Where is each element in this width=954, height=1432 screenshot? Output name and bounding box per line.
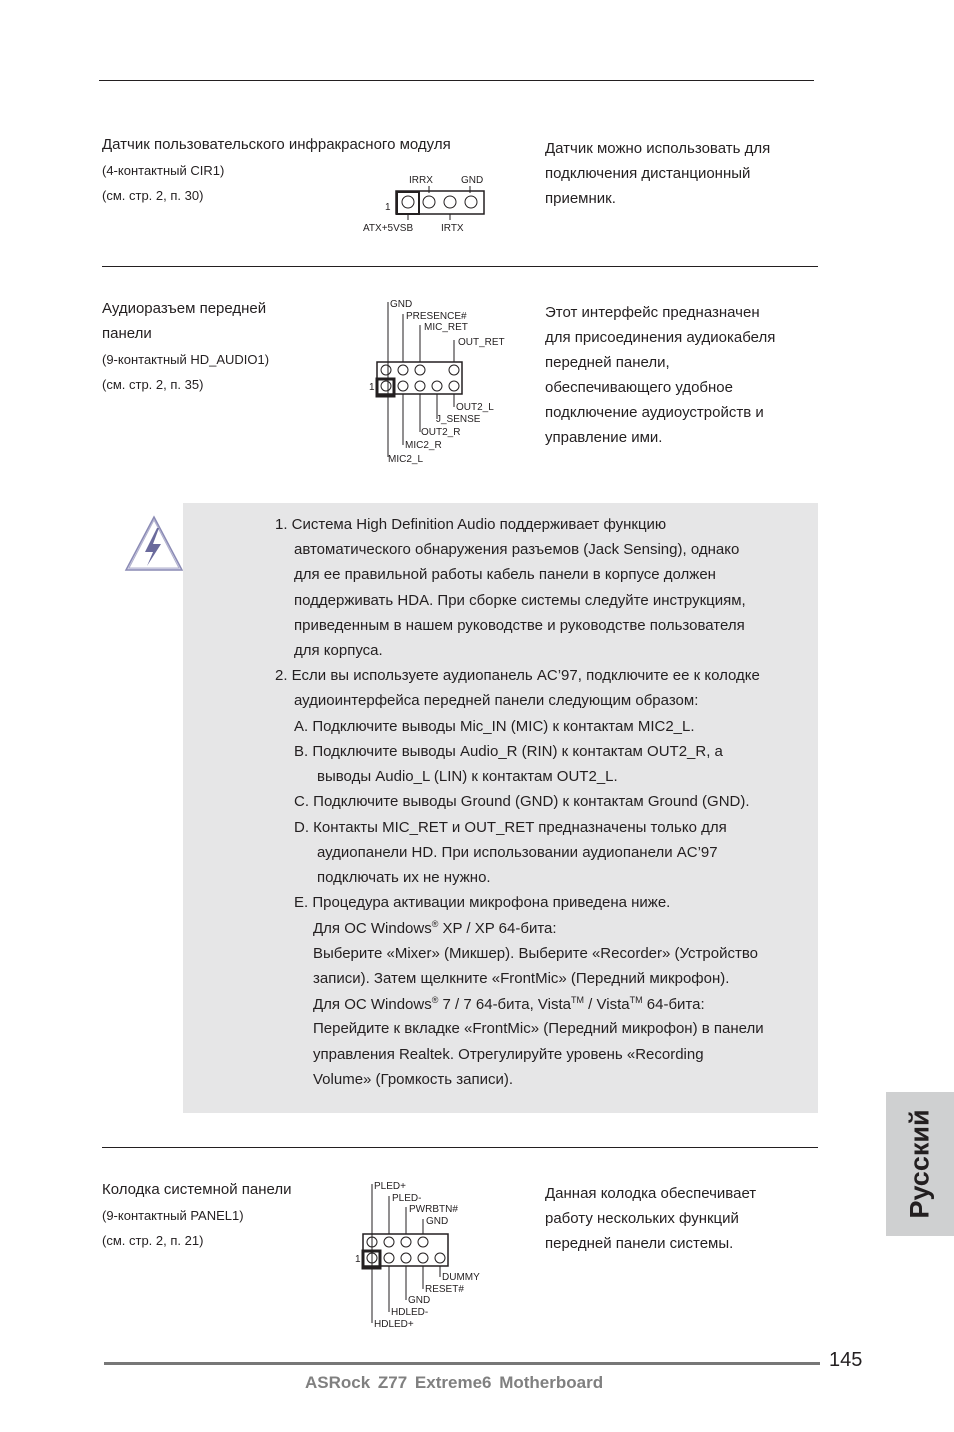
- panel-pin-label: PWRBTN#: [409, 1204, 458, 1215]
- note-line: приведенным в нашем руководстве и руководстве пользователя: [294, 617, 745, 634]
- panel-pin-label: HDLED-: [391, 1307, 429, 1318]
- cir-description-line: приемник.: [545, 190, 616, 207]
- panel-page-ref: (см. стр. 2, п. 21): [102, 1233, 204, 1248]
- panel-pin-label: PLED+: [374, 1181, 406, 1192]
- note-line: 1. Система High Definition Audio поддерживает функцию: [275, 516, 667, 533]
- hd-audio-pin-diagram: [366, 297, 506, 467]
- cir-pin-label: IRTX: [441, 223, 464, 234]
- panel-pin1-marker: 1: [355, 1254, 361, 1265]
- registered-mark: ®: [431, 995, 439, 1005]
- hd-audio-description-line: подключение аудиоустройств и: [545, 404, 764, 421]
- cir-subtitle: (4-контактный CIR1): [102, 163, 225, 178]
- language-tab-label: Русский: [904, 1109, 935, 1219]
- cir-page-ref: (см. стр. 2, п. 30): [102, 188, 204, 203]
- cir-description-line: подключения дистанционный: [545, 165, 751, 182]
- note-line: управления Realtek. Отрегулируйте уровень «Recording: [313, 1046, 704, 1063]
- note-line: подключать их не нужно.: [317, 869, 491, 886]
- note-line: аудиопанели HD. При использовании аудиопанели AC’97: [317, 844, 718, 861]
- hd-audio-page-ref: (см. стр. 2, п. 35): [102, 377, 204, 392]
- note-text: Для ОС Windows: [313, 920, 432, 937]
- warning-lightning-icon: [123, 514, 185, 574]
- note-line: выводы Audio_L (LIN) к контактам OUT2_L.: [317, 768, 618, 785]
- note-line: Выберите «Mixer» (Микшер). Выберите «Recorder» (Устройство: [313, 945, 758, 962]
- note-line: аудиоинтерфейса передней панели следующим образом:: [294, 692, 699, 709]
- section-divider: [102, 1147, 818, 1148]
- registered-mark: ®: [431, 919, 439, 929]
- hd-audio-pin-label: OUT2_L: [456, 402, 494, 413]
- hd-audio-pin-label: MIC2_L: [388, 454, 424, 465]
- trademark: TM: [571, 995, 584, 1005]
- hd-audio-description-line: передней панели,: [545, 354, 670, 371]
- panel-description-line: передней панели системы.: [545, 1235, 734, 1252]
- note-line: D. Контакты MIC_RET и OUT_RET предназначены только для: [294, 819, 727, 836]
- note-windows-vista-line: [313, 995, 705, 1013]
- note-line: E. Процедура активации микрофона приведена ниже.: [294, 894, 671, 911]
- note-text: XP / XP 64-бита:: [438, 920, 557, 937]
- note-line: записи). Затем щелкните «FrontMic» (Передний микрофон).: [313, 970, 730, 987]
- note-line: A. Подключите выводы Mic_IN (MIC) к контактам MIC2_L.: [294, 718, 695, 735]
- hd-audio-pin-label: MIC2_R: [405, 440, 442, 451]
- language-tab: [886, 1092, 954, 1236]
- hd-audio-pin-label: PRESENCE#: [406, 311, 467, 322]
- panel-pin-label: DUMMY: [442, 1272, 480, 1283]
- top-divider: [99, 80, 814, 81]
- cir-pin-label: IRRX: [409, 175, 433, 186]
- note-line: C. Подключите выводы Ground (GND) к контактам Ground (GND).: [294, 793, 750, 810]
- hd-audio-pin-label: OUT2_R: [421, 427, 461, 438]
- page-number: 145: [829, 1349, 863, 1371]
- hd-audio-pin-label: J_SENSE: [436, 414, 481, 425]
- trademark: TM: [629, 995, 643, 1005]
- hd-audio-description-line: Этот интерфейс предназначен: [545, 304, 760, 321]
- cir-pin1-marker: 1: [385, 202, 391, 213]
- panel-description-line: Данная колодка обеспечивает: [545, 1185, 757, 1202]
- hd-audio-subtitle: (9-контактный HD_AUDIO1): [102, 352, 270, 367]
- hd-audio-description-line: для присоединения аудиокабеля: [545, 329, 776, 346]
- note-line: 2. Если вы используете аудиопанель AC’97, подключите ее к колодке: [275, 667, 760, 684]
- note-text: 7 / 7 64-бита, Vista: [438, 996, 571, 1013]
- panel-pin-label: GND: [426, 1216, 449, 1227]
- note-line: B. Подключите выводы Audio_R (RIN) к контактам OUT2_R, а: [294, 743, 723, 760]
- hd-audio-description-line: управление ими.: [545, 429, 663, 446]
- note-line: Перейдите к вкладке «FrontMic» (Передний микрофон) в панели: [313, 1020, 764, 1037]
- hd-audio-description-line: обеспечивающего удобное: [545, 379, 733, 396]
- note-text: 64-бита:: [642, 996, 705, 1013]
- footer-rule: [104, 1362, 820, 1365]
- cir-pin-diagram: [358, 170, 498, 236]
- hd-audio-pin-label: OUT_RET: [458, 337, 505, 348]
- hd-audio-pin1-marker: 1: [369, 382, 375, 393]
- panel-pin-label: PLED-: [392, 1193, 422, 1204]
- hd-audio-title: Аудиоразъем передней: [102, 300, 267, 317]
- cir-description-line: Датчик можно использовать для: [545, 140, 771, 157]
- panel-subtitle: (9-контактный PANEL1): [102, 1208, 244, 1223]
- panel-pin-diagram: [354, 1178, 494, 1330]
- note-line: поддерживать HDA. При сборке системы следуйте инструкциям,: [294, 592, 746, 609]
- panel-pin-label: HDLED+: [374, 1319, 414, 1330]
- note-line: Volume» (Громкость записи).: [313, 1071, 514, 1088]
- cir-title: Датчик пользовательского инфракрасного модуля: [102, 136, 451, 153]
- cir-pin-label: ATX+5VSB: [363, 223, 414, 234]
- hd-audio-pin-label: MIC_RET: [424, 322, 468, 333]
- panel-pin-label: RESET#: [425, 1284, 464, 1295]
- section-divider: [102, 266, 818, 267]
- footer-title: ASRock Z77 Extreme6 Motherboard: [305, 1373, 604, 1392]
- note-text: Для ОС Windows: [313, 996, 432, 1013]
- panel-description-line: работу нескольких функций: [545, 1210, 739, 1227]
- note-line: для корпуса.: [294, 642, 383, 659]
- cir-pin-label: GND: [461, 175, 484, 186]
- hd-audio-title: панели: [102, 325, 152, 342]
- note-line: для ее правильной работы кабель панели в корпусе должен: [294, 566, 716, 583]
- note-text: / Vista: [584, 996, 630, 1013]
- panel-title: Колодка системной панели: [102, 1181, 292, 1198]
- panel-pin-label: GND: [408, 1295, 431, 1306]
- hd-audio-pin-label: GND: [390, 299, 413, 310]
- note-windows-xp-line: [313, 919, 557, 937]
- note-line: автоматического обнаружения разъемов (Jack Sensing), однако: [294, 541, 740, 558]
